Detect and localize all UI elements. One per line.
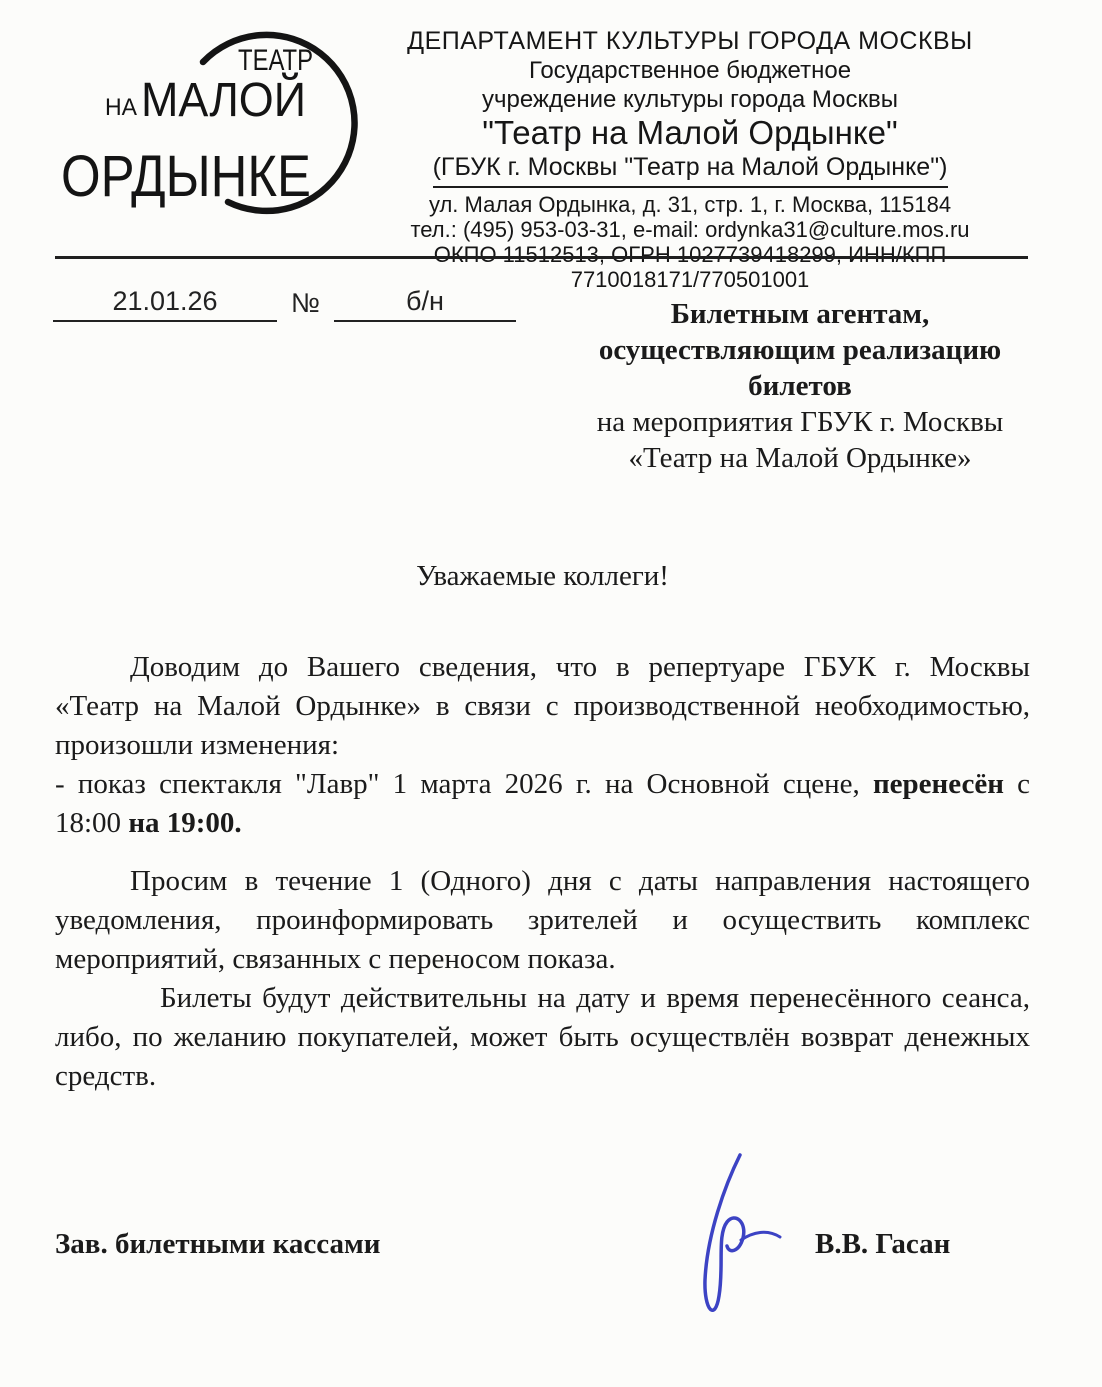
logo-word-teatr: ТЕАТР (238, 44, 313, 77)
org-header (340, 26, 1040, 292)
org-header-divider (433, 186, 948, 188)
addressee-line: Билетным агентам, (670, 298, 930, 330)
addressee-block (555, 296, 1045, 476)
org-type-line-2: учреждение культуры города Москвы (481, 86, 898, 113)
addressee-line: билетов (748, 370, 852, 402)
date-number-row (53, 286, 516, 322)
signature-stroke-main (705, 1155, 744, 1310)
letter-body (55, 648, 1030, 1096)
body-paragraph-request: Просим в течение 1 (Одного) дня с даты направления настоящего уведомления, проинформировать зрителей и осуществить комплекс мероприятий, связанных с переносом показа. (55, 865, 1030, 975)
org-theatre-name: "Театр на Малой Ордынке" (482, 114, 898, 151)
addressee-line: осуществляющим реализацию (598, 334, 1002, 366)
letter-number: б/н (334, 286, 516, 322)
addressee-line: на мероприятия ГБУК г. Москвы (596, 406, 1004, 438)
number-sign: № (291, 288, 320, 318)
body-paragraph-show-moved: - показ спектакля "Лавр" 1 марта 2026 г. на Основной сцене, перенесён с 18:00 на 19:00. (55, 768, 1031, 839)
letter-date: 21.01.26 (53, 286, 277, 322)
handwritten-signature (655, 1140, 800, 1340)
salutation: Уважаемые коллеги! (416, 560, 669, 592)
addressee-line: «Театр на Малой Ордынке» (628, 442, 972, 474)
logo-word-na: НА (105, 94, 137, 121)
signature-stroke-tail (741, 1232, 780, 1240)
signer-name: В.В. Гасан (815, 1228, 951, 1260)
logo-word-ordynke: ОРДЫНКЕ (61, 144, 311, 209)
org-address: ул. Малая Ордынка, д. 31, стр. 1, г. Москва, 115184 (428, 192, 952, 217)
body-paragraph-tickets: Билеты будут действительны на дату и время перенесённого сеанса, либо, по желанию покупателей, может быть осуществлён возврат денежных средств. (55, 982, 1030, 1092)
org-contacts: тел.: (495) 953-03-31, e-mail: ordynka31@culture.mos.ru (410, 217, 970, 242)
org-registry-codes: ОКПО 11512513, ОГРН 1027739418299, ИНН/КПП 7710018171/770501001 (433, 242, 947, 292)
org-department-line: ДЕПАРТАМЕНТ КУЛЬТУРЫ ГОРОДА МОСКВЫ (407, 27, 973, 55)
signer-title: Зав. билетными кассами (55, 1228, 381, 1260)
letterhead-rule (55, 256, 1028, 259)
org-theatre-name-official: (ГБУК г. Москвы "Театр на Малой Ордынке") (432, 153, 948, 181)
logo-word-maloy: МАЛОЙ (141, 74, 318, 127)
body-paragraph-changes: Доводим до Вашего сведения, что в репертуаре ГБУК г. Москвы «Театр на Малой Ордынке» в связи с производственной необходимостью, произошли изменения: (55, 651, 1030, 761)
org-type-line-1: Государственное бюджетное (528, 57, 852, 84)
